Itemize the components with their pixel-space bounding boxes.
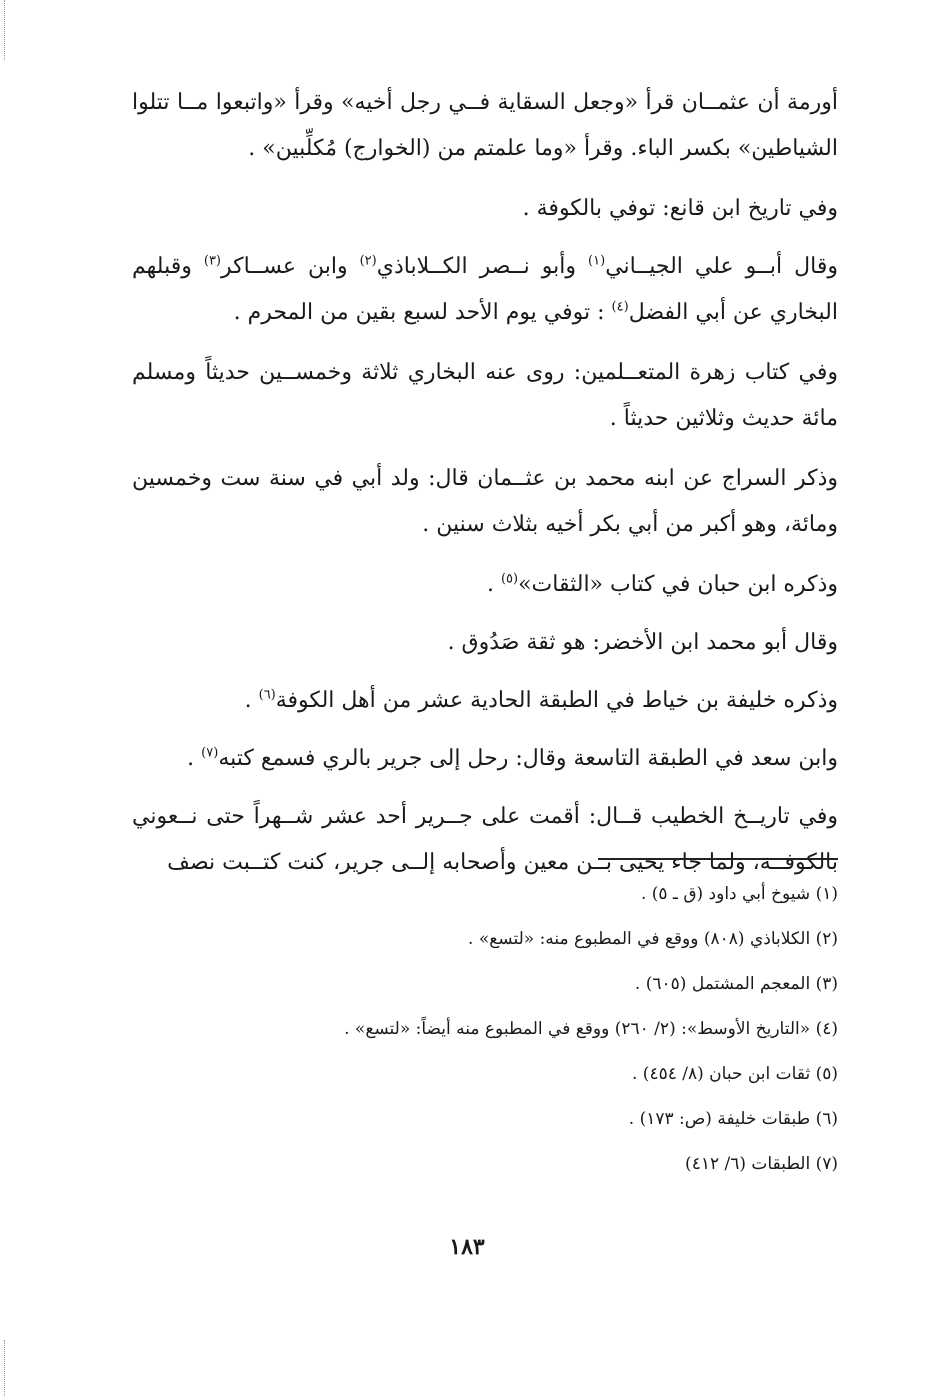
paragraph-text: : توفي يوم الأحد لسبع بقين من المحرم . xyxy=(233,300,612,325)
page-number: ١٨٣ xyxy=(449,1234,485,1260)
paragraph-8 xyxy=(132,678,838,724)
paragraph-text: وفي كتاب زهرة المتعــلمين: روى عنه البخاري ثلاثة وخمســين حديثاً ومسلم مائة حديث وثلاثين حديثاً . xyxy=(132,360,838,431)
margin-dotted-line-bottom xyxy=(4,1340,5,1396)
paragraph-text: وذكره خليفة بن خياط في الطبقة الحادية عشر من أهل الكوفة xyxy=(275,688,838,713)
footnote-6: (٦) طبقات خليفة (ص: ١٧٣) . xyxy=(628,1109,838,1129)
paragraph-text: وذكره ابن حبان في كتاب «الثقات» xyxy=(518,572,838,597)
footnote-2: (٢) الكلاباذي (٨٠٨) ووقع في المطبوع منه: «لتسع» . xyxy=(468,929,838,949)
paragraph-text: وأبو نــصر الكــلاباذي xyxy=(376,254,589,279)
paragraph-2 xyxy=(132,186,838,232)
footnote-ref-4: (٤) xyxy=(611,299,629,315)
footnote-1: (١) شيوخ أبي داود (ق ـ ٥) . xyxy=(640,884,838,904)
paragraph-5 xyxy=(132,456,838,548)
paragraph-9 xyxy=(132,736,838,782)
paragraph-text: وفي تاريــخ الخطيب قــال: أقمت على جــرير أحد عشر شــهراً حتى نــعوني بالكوفــة، ولما جاء يحيى بــن معين وأصحابه إلــى جرير، كنت كتــبت نصف xyxy=(132,804,838,875)
paragraph-text: وقبلهم البخاري عن أبي الفضل xyxy=(132,254,838,325)
footnote-ref-6: (٦) xyxy=(258,687,276,703)
paragraph-text: . xyxy=(244,688,259,713)
main-text xyxy=(132,80,838,900)
paragraph-4 xyxy=(132,350,838,442)
paragraph-6 xyxy=(132,562,838,608)
footnote-separator xyxy=(598,858,838,860)
paragraph-text: أورمة أن عثمــان قرأ «وجعل السقاية فــي رجل أخيه» وقرأ «واتبعوا مــا تتلوا الشياطين» بكسر الباء. وقرأ «وما علمتم من (الخوارج) مُكلِّبين» . xyxy=(132,90,838,161)
footnote-ref-1: (١) xyxy=(588,253,606,269)
paragraph-3 xyxy=(132,244,838,336)
paragraph-text: وقال أبــو علي الجيــاني xyxy=(605,254,838,279)
paragraph-text: وابن عســاكر xyxy=(221,254,360,279)
footnote-4: (٤) «التاريخ الأوسط»: (٢/ ٢٦٠) ووقع في المطبوع منه أيضاً: «لتسع» . xyxy=(344,1019,838,1039)
footnote-7: (٧) الطبقات (٦/ ٤١٢) xyxy=(685,1154,838,1174)
footnote-3: (٣) المعجم المشتمل (٦٠٥) . xyxy=(634,974,838,994)
footnote-ref-2: (٢) xyxy=(359,253,377,269)
footnote-ref-5: (٥) xyxy=(500,571,519,587)
paragraph-text: وفي تاريخ ابن قانع: توفي بالكوفة . xyxy=(522,196,838,221)
footnotes xyxy=(132,872,838,1187)
paragraph-text: . xyxy=(187,746,202,771)
paragraph-text: وقال أبو محمد ابن الأخضر: هو ثقة صَدُوق . xyxy=(447,630,838,655)
footnote-ref-7: (٧) xyxy=(201,745,219,761)
margin-dotted-line-top xyxy=(4,0,5,60)
paragraph-text: وابن سعد في الطبقة التاسعة وقال: رحل إلى جرير بالري فسمع كتبه xyxy=(218,746,838,771)
paragraph-1 xyxy=(132,80,838,172)
paragraph-text: . xyxy=(486,572,501,597)
paragraph-text: وذكر السراج عن ابنه محمد بن عثــمان قال: ولد أبي في سنة ست وخمسين ومائة، وهو أكبر من أبي بكر أخيه بثلاث سنين . xyxy=(132,466,838,537)
footnote-ref-3: (٣) xyxy=(203,253,221,269)
footnote-5: (٥) ثقات ابن حبان (٨/ ٤٥٤) . xyxy=(631,1064,838,1084)
paragraph-7 xyxy=(132,620,838,666)
